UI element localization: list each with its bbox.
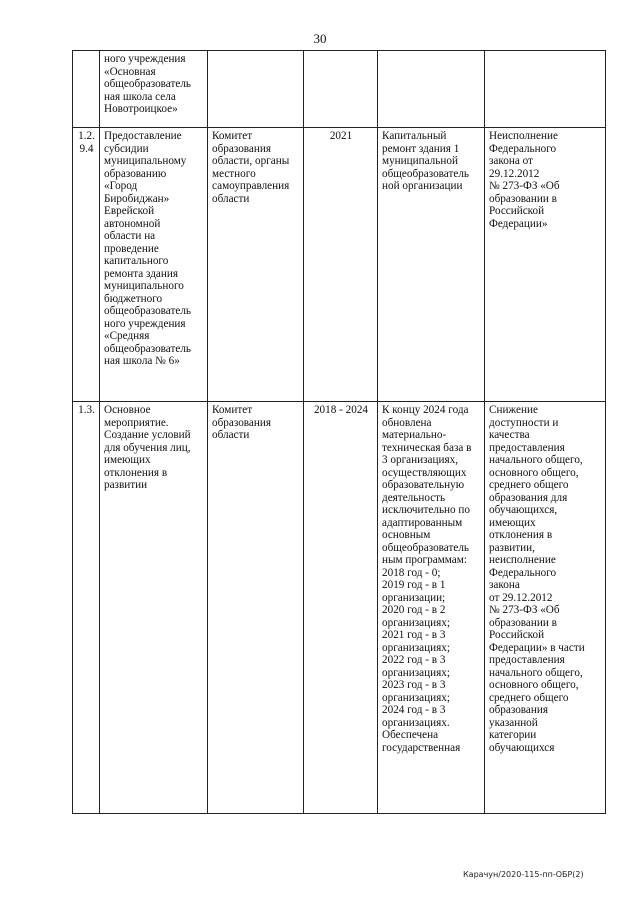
row-number-cell	[73, 51, 100, 128]
row-number-cell	[73, 402, 100, 814]
executor-cell	[208, 128, 304, 402]
period-text: 2018 - 2024	[313, 404, 369, 416]
result-cell	[378, 51, 485, 128]
footer-code: Карачун/2020-115-пп-ОБР(2)	[463, 870, 584, 879]
measure-cell	[100, 51, 208, 128]
consequence-text: Неисполнение Федерального закона от 29.12.2012 № 273-ФЗ «Об образовании в Российской Федерации»	[489, 130, 560, 230]
consequence-cell	[485, 51, 606, 128]
table-row	[73, 51, 606, 128]
result-cell	[378, 128, 485, 402]
measure-cell	[100, 402, 208, 814]
period-cell	[304, 128, 378, 402]
table-row	[73, 402, 606, 814]
executor-text: Комитет образования области	[212, 404, 272, 441]
executor-text: Комитет образования области, органы местного самоуправления области	[212, 130, 290, 205]
period-cell	[304, 51, 378, 128]
result-text: К концу 2024 года обновлена материально- техническая база в 3 организациях, осуществляющих образовательную деятельность исключительно по адаптированным основным общеобразователь ным программам: 2018 год - 0; 2019 год - в 1 организации; 2020 год - в 2 организациях; 2021 год - в 3 организациях; 2022 год - в 3 организациях; 2023 год - в 3 организациях; 2024 год - в 3 организациях. Обеспечена государственная	[382, 404, 472, 754]
page-number: 30	[313, 31, 327, 46]
result-text: Капитальный ремонт здания 1 муниципальной общеобразователь ной организации	[382, 130, 470, 192]
row-number: 1.3.	[78, 404, 95, 416]
measure-text: ного учреждения «Основная общеобразователь ная школа села Новотроицкое»	[104, 53, 192, 115]
executor-cell	[208, 51, 304, 128]
row-number: 1.2. 9.4	[78, 130, 95, 155]
measure-text: Основное мероприятие. Создание условий для обучения лиц, имеющих отклонения в развитии	[104, 404, 191, 491]
consequence-cell	[485, 128, 606, 402]
consequence-text: Снижение доступности и качества предоставления начального общего, основного общего, среднего общего образования для обучающихся, имеющих отклонения в развитии, неисполнение Федерального закона от 29.12.2012 № 273-ФЗ «Об образовании в Российской Федерации» в части предоставления начального общего, основного общего, среднего общего образования указанной категории обучающихся	[489, 404, 585, 754]
period-text: 2021	[329, 130, 353, 142]
result-cell	[378, 402, 485, 814]
measure-text: Предоставление субсидии муниципальному образованию «Город Биробиджан» Еврейской автономной области на проведение капитального ремонта здания муниципального бюджетного общеобразователь ного учреждения «Средняя общеобразователь ная школа № 6»	[104, 130, 192, 367]
consequence-cell	[485, 402, 606, 814]
row-number-cell	[73, 128, 100, 402]
measure-cell	[100, 128, 208, 402]
executor-cell	[208, 402, 304, 814]
program-measures-table	[72, 50, 606, 814]
table-row	[73, 128, 606, 402]
period-cell	[304, 402, 378, 814]
